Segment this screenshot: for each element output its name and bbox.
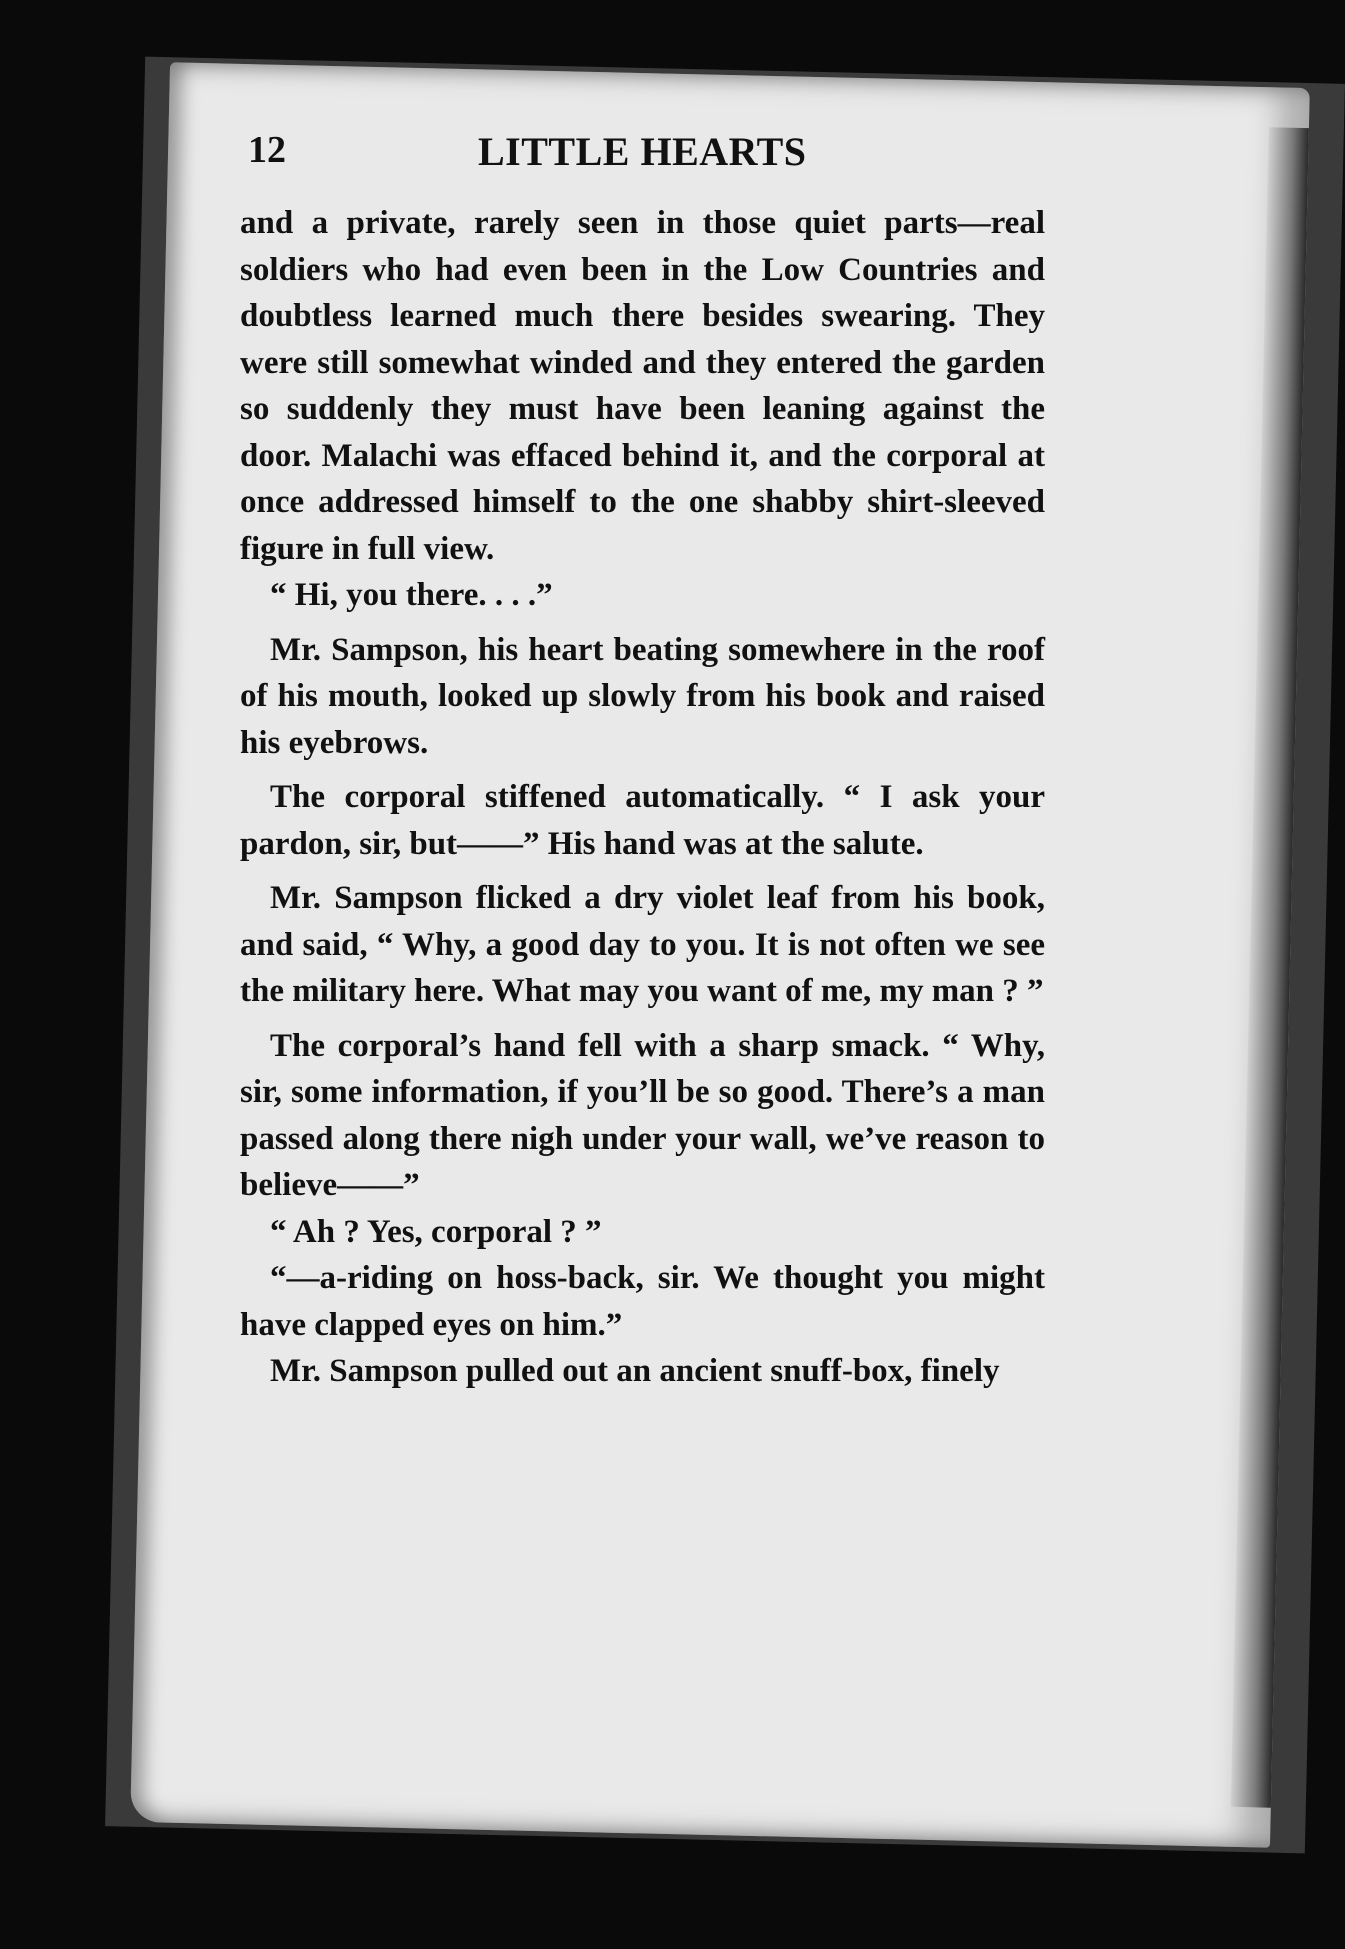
body-text xyxy=(240,200,1045,1395)
paragraph: “—a-riding on hoss-back, sir. We thought you might have clapped eyes on him.” xyxy=(240,1260,1045,1343)
page-number: 12 xyxy=(248,129,286,171)
running-title: LITTLE HEARTS xyxy=(478,129,807,174)
page-header xyxy=(248,128,1028,198)
paragraph: Mr. Sampson flicked a dry violet leaf from his book, and said, “ Why, a good day to you. It is not often we see the military here. What may you want of me, my man ? ” xyxy=(240,880,1045,1009)
paragraph: The corporal stiffened automatically. “ I ask your pardon, sir, but——” His hand was at the salute. xyxy=(240,779,1045,862)
paragraph: The corporal’s hand fell with a sharp smack. “ Why, sir, some information, if you’ll be so good. There’s a man passed along there nigh under your wall, we’ve reason to believe——” xyxy=(240,1027,1045,1203)
paragraph: “ Hi, you there. . . .” xyxy=(270,577,553,613)
paragraph: Mr. Sampson, his heart beating somewhere in the roof of his mouth, looked up slowly from his book and raised his eyebrows. xyxy=(240,631,1045,761)
paragraph: Mr. Sampson pulled out an ancient snuff-box, finely xyxy=(270,1353,1000,1389)
paragraph: and a private, rarely seen in those quiet parts—real soldiers who had even been in the Low Countries and doubtless learned much there besides swearing. They were still somewhat winded and they entered the garden so suddenly they must have been leaning against the door. Malachi was effaced behind it, and the corporal at once addressed himself to the one shabby shirt-sleeved figure in full view. xyxy=(240,205,1045,567)
paragraph: “ Ah ? Yes, corporal ? ” xyxy=(270,1213,602,1250)
